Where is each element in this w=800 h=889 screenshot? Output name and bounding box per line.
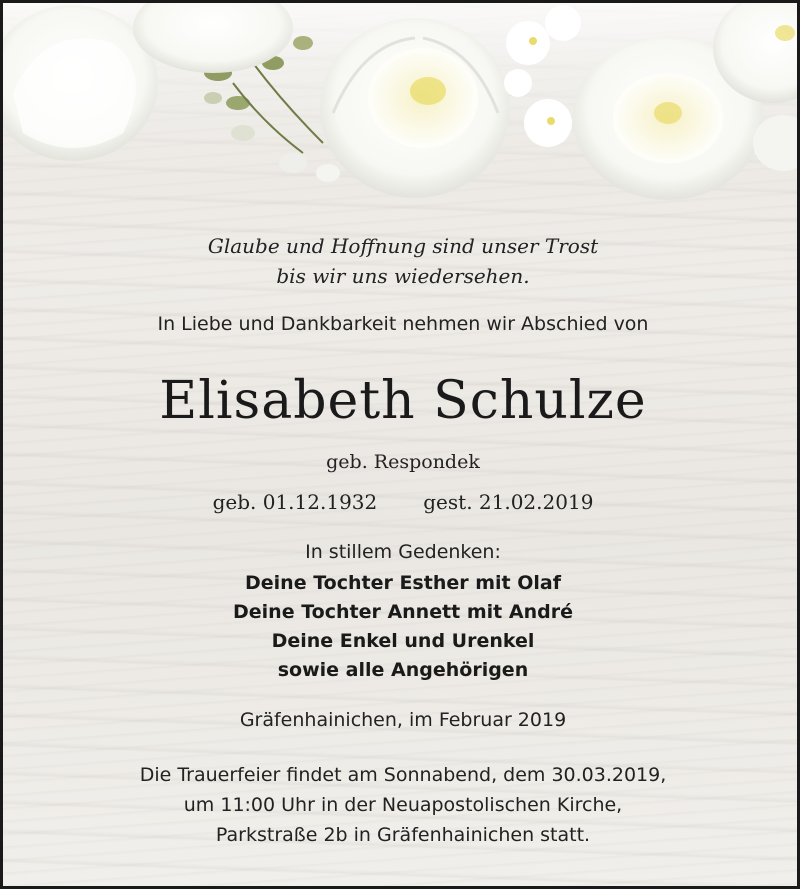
mourner: Deine Enkel und Urenkel: [271, 630, 535, 652]
place-and-date: Gräfenhainichen, im Februar 2019: [239, 709, 567, 731]
mourning-heading: In stillem Gedenken:: [305, 541, 501, 563]
service-notice: [3, 760, 800, 850]
deceased-name: Elisabeth Schulze: [159, 371, 647, 431]
service-line-2: um 11:00 Uhr in der Neuapostolischen Kirche,: [183, 794, 623, 816]
birth-date: geb. 01.12.1932: [212, 490, 378, 514]
service-line-1: Die Trauerfeier findet am Sonnabend, dem 30.03.2019,: [139, 764, 667, 786]
mourner: Deine Tochter Esther mit Olaf: [245, 572, 561, 594]
life-dates: [3, 490, 800, 514]
death-date: gest. 21.02.2019: [423, 490, 594, 514]
farewell-intro: In Liebe und Dankbarkeit nehmen wir Abschied von: [157, 313, 649, 335]
mourner: sowie alle Angehörigen: [277, 659, 529, 681]
verse-line-1: Glaube und Hoffnung sind unser Trost: [207, 234, 599, 258]
white-tulips-image: [3, 3, 800, 218]
verse: [3, 231, 800, 291]
mourners-list: [3, 569, 800, 685]
service-line-3: Parkstraße 2b in Gräfenhainichen statt.: [215, 824, 591, 846]
verse-line-2: bis wir uns wiedersehen.: [276, 264, 530, 288]
mourner: Deine Tochter Annett mit André: [233, 601, 573, 623]
maiden-name: geb. Respondek: [326, 451, 480, 473]
tulip-center: [320, 18, 510, 198]
